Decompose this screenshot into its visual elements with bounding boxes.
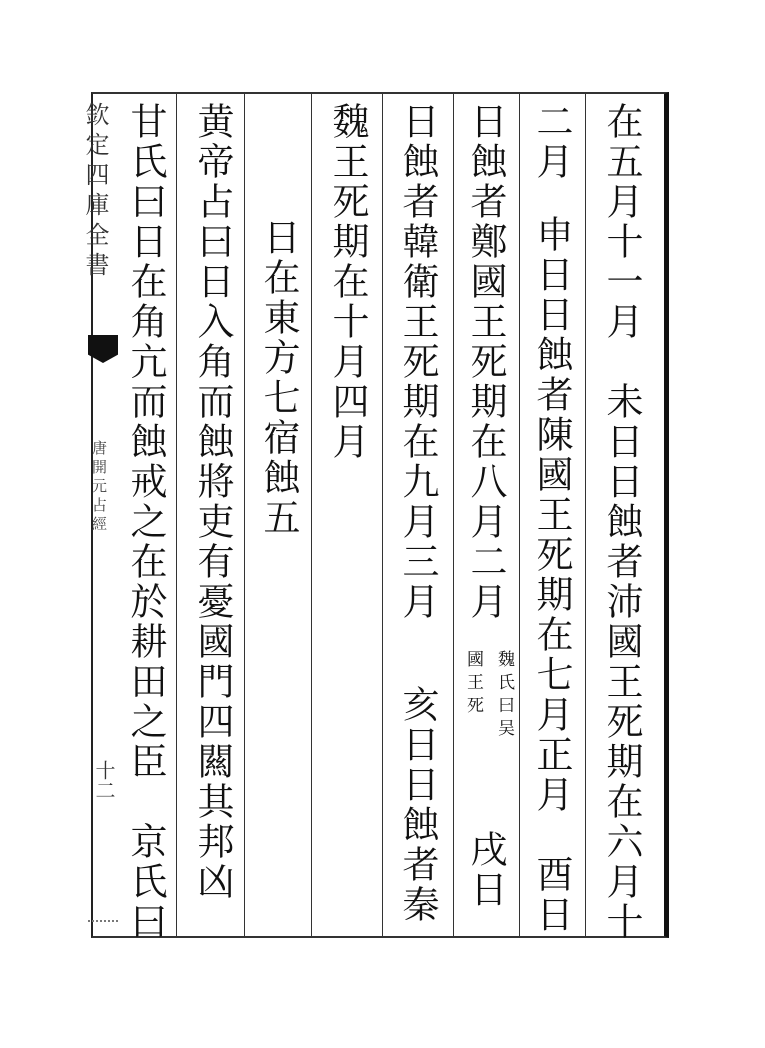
text-column-6: 日在東方七宿蝕五 <box>257 218 300 538</box>
column-rule <box>176 94 177 936</box>
text-column-7: 黄帝占曰日入角而蝕將吏有憂國門四闗其邦凶 <box>191 102 234 902</box>
column-rule <box>244 94 245 936</box>
text-column-1: 在五月十一月 未日日蝕者沛國王死期在六月十 <box>600 102 643 942</box>
column-rule <box>519 94 520 936</box>
text-column-8: 甘氏曰日在角亢而蝕戒之在於耕田之臣 京氏曰 <box>124 102 167 942</box>
text-column-3: 日蝕者鄭國王死期在八月二月 <box>464 102 507 622</box>
text-column-2-head: 二月 <box>530 102 573 182</box>
column-rule <box>382 94 383 936</box>
text-column-2: 申日日蝕者陳國王死期在七月正月 酉日 <box>530 215 573 935</box>
bottom-mark <box>88 920 118 936</box>
annotation-note-1: 魏氏曰吴 <box>494 650 514 742</box>
column-rule <box>585 94 586 936</box>
text-column-5: 魏王死期在十月四月 <box>326 102 369 462</box>
text-column-4: 日蝕者韓衛王死期在九月三月 <box>396 102 439 622</box>
text-column-4-tail: 亥日日蝕者秦 <box>396 685 439 925</box>
page-number: 十二 <box>92 760 116 800</box>
book-title: 唐開元占經 <box>90 440 108 535</box>
text-column-3-tail: 戌日 <box>464 830 507 910</box>
column-rule <box>311 94 312 936</box>
annotation-note-2: 國王死 <box>463 650 483 719</box>
column-rule <box>453 94 454 936</box>
header-title: 欽定四庫全書 <box>81 102 109 282</box>
page-frame <box>91 92 669 942</box>
